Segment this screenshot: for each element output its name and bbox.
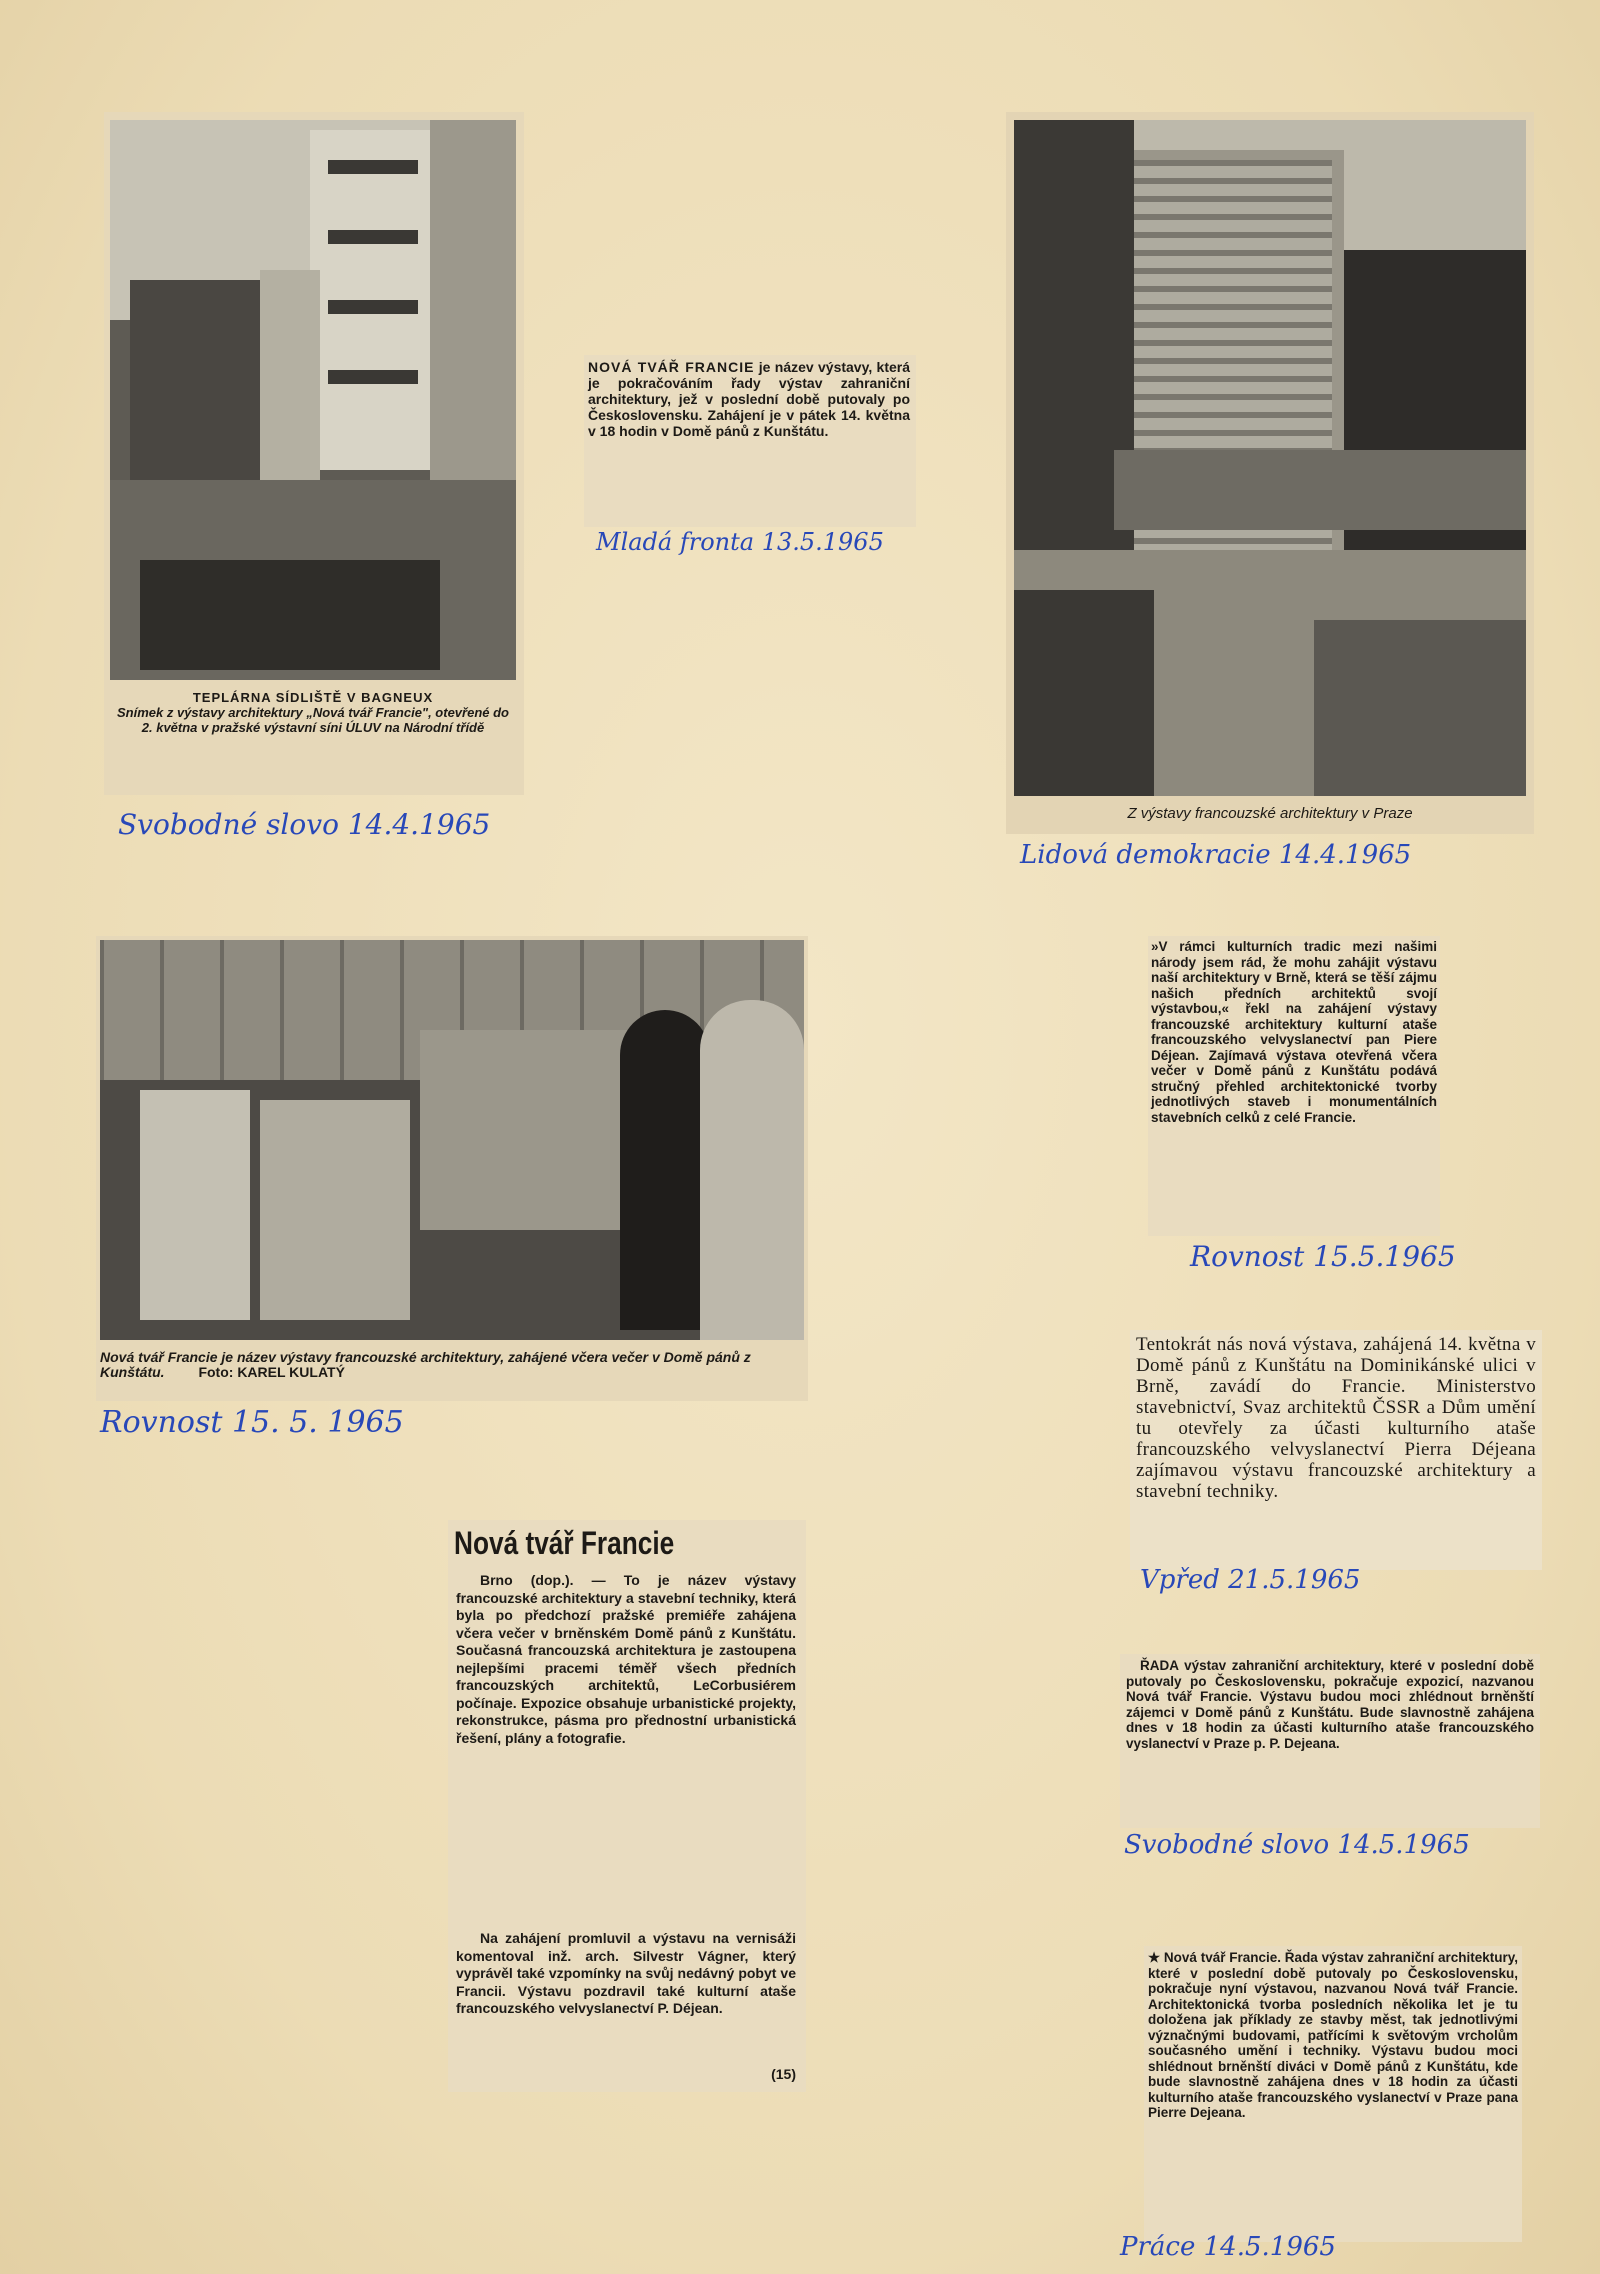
handwritten-source-3: Lidová demokracie 14.4.1965 <box>1020 840 1412 870</box>
article-signature: (15) <box>771 2066 796 2082</box>
caption-vystava-praze: Z výstavy francouzské architektury v Praze <box>1127 805 1413 822</box>
star-icon: ★ <box>1148 1950 1161 1965</box>
clipping-nova-tvar-notice <box>584 355 916 527</box>
article-title: Nová tvář Francie <box>454 1525 675 1561</box>
notice-body: je název výstavy, která je pokračováním řady výstav zahraniční architektury, jež v poslední době putovaly po Československu. Zahájení je v pátek 14. května v 18 hodin v Domě pánů z Kunštátu. <box>588 359 911 439</box>
photo-teplarna-bagneux <box>110 120 516 680</box>
caption-exhibition <box>100 1350 804 1380</box>
handwritten-source-2: Mladá fronta 13.5.1965 <box>596 528 884 556</box>
photo-credit: Foto: KAREL KULATÝ <box>198 1364 345 1380</box>
clipping-vpred <box>1130 1330 1542 1570</box>
clipping-rovnost-quote <box>1148 936 1440 1236</box>
caption-exhibition-text: Nová tvář Francie je název výstavy francouzské architektury, zahájené včera večer v Domě pánů z Kunštátu. <box>100 1349 751 1380</box>
handwritten-source-4: Rovnost 15. 5. 1965 <box>100 1405 404 1440</box>
handwritten-source-5: Rovnost 15.5.1965 <box>1190 1240 1456 1273</box>
prace-text <box>1148 1950 1518 2121</box>
clipping-teplarna <box>104 112 524 795</box>
clipping-brno-article <box>448 1520 806 2092</box>
caption-body: Snímek z výstavy architektury „Nová tvář Francie", otevřené do 2. května v pražské výstavní síni ÚLUV na Národní třídě <box>117 705 509 735</box>
photo-exhibition-visitors <box>100 940 804 1340</box>
notice-text <box>588 359 910 439</box>
caption-teplarna <box>110 690 516 735</box>
prace-body: Nová tvář Francie. Řada výstav zahraniční architektury, které v poslední době putovaly po Československu, pokračuje nyní výstavou, nazvanou Nová tvář Francie. Architektonická tvorba posledních několika let je tu doložena jak příklady ze stavby měst, tak jednotlivými význačnými budovami, patřícími k světovým vrcholům současného umění i techniky. Výstavu budou moci shlédnout brněnští diváci v Domě pánů z Kunštátu, kde bude slavnostně zahájena dnes v 18 hodin za účasti kulturního ataše francouzského vyslanectví v Praze pana Pierre Dejeana. <box>1148 1950 1518 2120</box>
caption-head: TEPLÁRNA SÍDLIŠTĚ V BAGNEUX <box>192 690 434 705</box>
clipping-exhibition-visit <box>96 936 808 1401</box>
clipping-prace <box>1144 1946 1522 2242</box>
handwritten-source-1: Svobodné slovo 14.4.1965 <box>118 808 491 841</box>
article-para-2: Na zahájení promluvil a výstavu na vernisáži komentoval inž. arch. Silvestr Vágner, který vyprávěl také vzpomínky na svůj nedávný pobyt ve Francii. Výstavu pozdravil také kulturní ataše francouzského velvyslanectví P. Déjean. <box>456 1930 796 2016</box>
quote-text: »V rámci kulturních tradic mezi našimi národy jsem rád, že mohu zahájit výstavu naší architektury v Brně, která se těší zájmu našich předních architektů svojí výstavbou,« řekl na zahájení výstavy francouzské architektury kulturní ataše francouzského velvyslanectví pan Piere Déjean. Zajímavá výstava otevřená včera večer v Domě pánů z Kunštátu podává stručný přehled architektonické tvorby jednotlivých staveb i monumentálních stavebních celků z celé Francie. <box>1151 939 1437 1125</box>
clipping-svobodne-slovo <box>1120 1654 1540 1828</box>
photo-tower-block <box>1014 120 1526 796</box>
handwritten-source-8: Svobodné slovo 14.5.1965 <box>1124 1830 1470 1860</box>
handwritten-source-9: Práce 14.5.1965 <box>1120 2232 1336 2262</box>
handwritten-source-7: Vpřed 21.5.1965 <box>1140 1565 1361 1595</box>
article-para-1: Brno (dop.). — To je název výstavy francouzské architektury a stavební techniky, která byla po předchozí pražské premiéře zahájena včera večer v brněnském Domě pánů z Kunštátu. Současná francouzská architektura je zastoupena nejlepšími pracemi téměř všech předních francouzských architektů, LeCorbusiérem počínaje. Expozice obsahuje urbanistické projekty, rekonstrukce, pásma pro přednostní urbanistická řešení, plány a fotografie. <box>456 1572 796 1746</box>
clipping-vystava-praze <box>1006 112 1534 834</box>
vpred-text: Tentokrát nás nová výstava, zahájená 14. května v Domě pánů z Kunštátu na Dominikánské ulici v Brně, zavádí do Francie. Ministerstvo stavebnictví, Svaz architektů ČSSR a Dům umění tu otevřely za účasti kulturního ataše francouzského velvyslanectví Pierra Déjeana zajímavou výstavu francouzské architektury a stavební techniky. <box>1136 1334 1536 1502</box>
svobodne-text: ŘADA výstav zahraniční architektury, které v poslední době putovaly po Československu, pokračuje expozicí, nazvanou Nová tvář Francie. Výstavu budou moci zhlédnout brněnští zájemci v Domě pánů z Kunštátu. Bude slavnostně zahájena dnes v 18 hodin za účasti kulturního ataše francouzského vyslanectví v Praze p. P. Dejeana. <box>1126 1658 1534 1751</box>
notice-lead: NOVÁ TVÁŘ FRANCIE <box>588 359 755 375</box>
